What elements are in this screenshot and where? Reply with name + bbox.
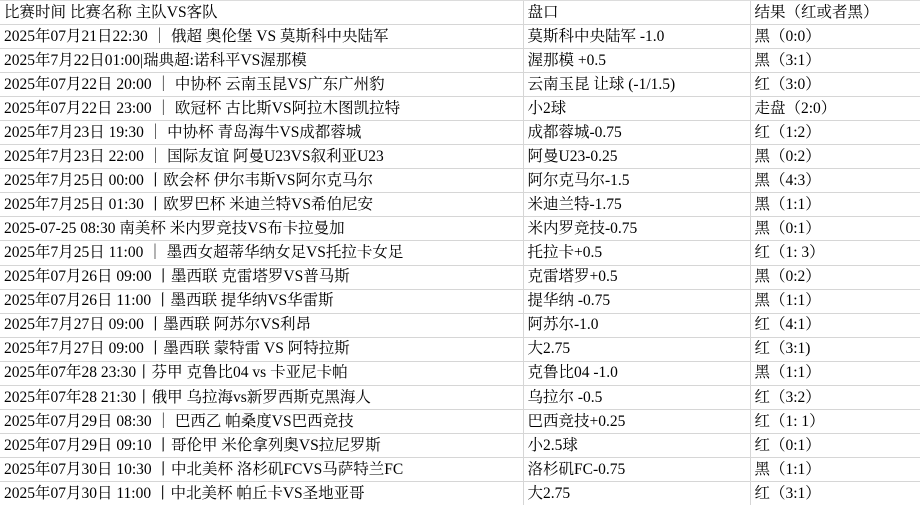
match-cell[interactable]: 2025年07月21日22:30 ｜ 俄超 奥伦堡 VS 莫斯科中央陆军 — [0, 25, 523, 49]
result-cell[interactable]: 红（1:2） — [750, 121, 920, 145]
match-cell[interactable]: 2025年7月25日 00:00 丨欧会杯 伊尔韦斯VS阿尔克马尔 — [0, 169, 523, 193]
match-cell[interactable]: 2025年07年28 23:30丨芬甲 克鲁比04 vs 卡亚尼卡帕 — [0, 361, 523, 385]
handicap-cell[interactable]: 克雷塔罗+0.5 — [523, 265, 750, 289]
result-cell[interactable]: 红（3:1） — [750, 481, 920, 505]
table-row — [0, 313, 920, 337]
match-cell[interactable]: 2025年07月26日 11:00 丨墨西联 提华纳VS华雷斯 — [0, 289, 523, 313]
table-row — [0, 361, 920, 385]
match-cell[interactable]: 2025年07月22日 23:00 ｜ 欧冠杯 古比斯VS阿拉木图凯拉特 — [0, 97, 523, 121]
table-row — [0, 217, 920, 241]
handicap-cell[interactable]: 克鲁比04 -1.0 — [523, 361, 750, 385]
table-row — [0, 193, 920, 217]
match-cell[interactable]: 2025-07-25 08:30 南美杯 米内罗竞技VS布卡拉曼加 — [0, 217, 523, 241]
table-row — [0, 97, 920, 121]
result-cell[interactable]: 红（3:2） — [750, 385, 920, 409]
table-row — [0, 169, 920, 193]
result-cell[interactable]: 红（4:1） — [750, 313, 920, 337]
handicap-cell[interactable]: 米内罗竞技-0.75 — [523, 217, 750, 241]
table-row — [0, 49, 920, 73]
match-cell[interactable]: 2025年07月26日 09:00 丨墨西联 克雷塔罗VS普马斯 — [0, 265, 523, 289]
table-row — [0, 73, 920, 97]
table-row — [0, 385, 920, 409]
table-row — [0, 121, 920, 145]
match-cell[interactable]: 2025年7月25日 11:00 ｜ 墨西女超蒂华纳女足VS托拉卡女足 — [0, 241, 523, 265]
handicap-cell[interactable]: 成都蓉城-0.75 — [523, 121, 750, 145]
table-row — [0, 457, 920, 481]
result-cell[interactable]: 黑（1:1） — [750, 361, 920, 385]
match-cell[interactable]: 2025年07月29日 08:30 ｜ 巴西乙 帕桑度VS巴西竞技 — [0, 409, 523, 433]
match-cell[interactable]: 2025年7月27日 09:00 丨墨西联 阿苏尔VS利昂 — [0, 313, 523, 337]
handicap-cell[interactable]: 巴西竞技+0.25 — [523, 409, 750, 433]
table-row — [0, 25, 920, 49]
table-row — [0, 145, 920, 169]
column-header-result[interactable]: 结果（红或者黑） — [750, 1, 920, 25]
handicap-cell[interactable]: 乌拉尔 -0.5 — [523, 385, 750, 409]
match-cell[interactable]: 2025年07年28 21:30丨俄甲 乌拉海vs新罗西斯克黑海人 — [0, 385, 523, 409]
handicap-cell[interactable]: 大2.75 — [523, 337, 750, 361]
handicap-cell[interactable]: 大2.75 — [523, 481, 750, 505]
table-row — [0, 289, 920, 313]
handicap-cell[interactable]: 莫斯科中央陆军 -1.0 — [523, 25, 750, 49]
result-cell[interactable]: 黑（0:2） — [750, 265, 920, 289]
match-cell[interactable]: 2025年07月29日 09:10 丨哥伦甲 米伦拿列奥VS拉尼罗斯 — [0, 433, 523, 457]
handicap-cell[interactable]: 托拉卡+0.5 — [523, 241, 750, 265]
result-cell[interactable]: 红（1: 3） — [750, 241, 920, 265]
column-header-match[interactable]: 比赛时间 比赛名称 主队VS客队 — [0, 1, 523, 25]
table-row — [0, 241, 920, 265]
handicap-cell[interactable]: 米迪兰特-1.75 — [523, 193, 750, 217]
result-cell[interactable]: 红（1: 1） — [750, 409, 920, 433]
table-body — [0, 1, 920, 505]
match-cell[interactable]: 2025年7月27日 09:00 丨墨西联 蒙特雷 VS 阿特拉斯 — [0, 337, 523, 361]
table-row — [0, 265, 920, 289]
handicap-cell[interactable]: 阿尔克马尔-1.5 — [523, 169, 750, 193]
handicap-cell[interactable]: 提华纳 -0.75 — [523, 289, 750, 313]
handicap-cell[interactable]: 小2.5球 — [523, 433, 750, 457]
handicap-cell[interactable]: 阿曼U23-0.25 — [523, 145, 750, 169]
result-cell[interactable]: 黑（0:0） — [750, 25, 920, 49]
result-cell[interactable]: 红（3:1) — [750, 337, 920, 361]
match-cell[interactable]: 2025年7月22日01:00|瑞典超:诺科平VS渥那模 — [0, 49, 523, 73]
handicap-cell[interactable]: 洛杉矶FC-0.75 — [523, 457, 750, 481]
result-cell[interactable]: 黑（3:1） — [750, 49, 920, 73]
handicap-cell[interactable]: 云南玉昆 让球 (-1/1.5) — [523, 73, 750, 97]
match-cell[interactable]: 2025年07月30日 11:00 丨中北美杯 帕丘卡VS圣地亚哥 — [0, 481, 523, 505]
handicap-cell[interactable]: 渥那模 +0.5 — [523, 49, 750, 73]
result-cell[interactable]: 黑（1:1） — [750, 193, 920, 217]
match-cell[interactable]: 2025年7月25日 01:30 丨欧罗巴杯 米迪兰特VS希伯尼安 — [0, 193, 523, 217]
result-cell[interactable]: 红（3:0） — [750, 73, 920, 97]
column-header-handicap[interactable]: 盘口 — [523, 1, 750, 25]
result-cell[interactable]: 红（0:1） — [750, 433, 920, 457]
table-row — [0, 433, 920, 457]
result-cell[interactable]: 黑（0:2） — [750, 145, 920, 169]
handicap-cell[interactable]: 阿苏尔-1.0 — [523, 313, 750, 337]
header-row — [0, 1, 920, 25]
result-cell[interactable]: 黑（4:3） — [750, 169, 920, 193]
result-cell[interactable]: 黑（1:1） — [750, 457, 920, 481]
result-cell[interactable]: 黑（0:1） — [750, 217, 920, 241]
table-row — [0, 481, 920, 505]
result-cell[interactable]: 走盘（2:0） — [750, 97, 920, 121]
table-row — [0, 409, 920, 433]
match-cell[interactable]: 2025年07月22日 20:00 ｜ 中协杯 云南玉昆VS广东广州豹 — [0, 73, 523, 97]
match-cell[interactable]: 2025年7月23日 19:30 ｜ 中协杯 青岛海牛VS成都蓉城 — [0, 121, 523, 145]
match-cell[interactable]: 2025年7月23日 22:00 ｜ 国际友谊 阿曼U23VS叙利亚U23 — [0, 145, 523, 169]
table-row — [0, 337, 920, 361]
handicap-cell[interactable]: 小2球 — [523, 97, 750, 121]
match-cell[interactable]: 2025年07月30日 10:30 丨中北美杯 洛杉矶FCVS马萨特兰FC — [0, 457, 523, 481]
result-cell[interactable]: 黑（1:1） — [750, 289, 920, 313]
